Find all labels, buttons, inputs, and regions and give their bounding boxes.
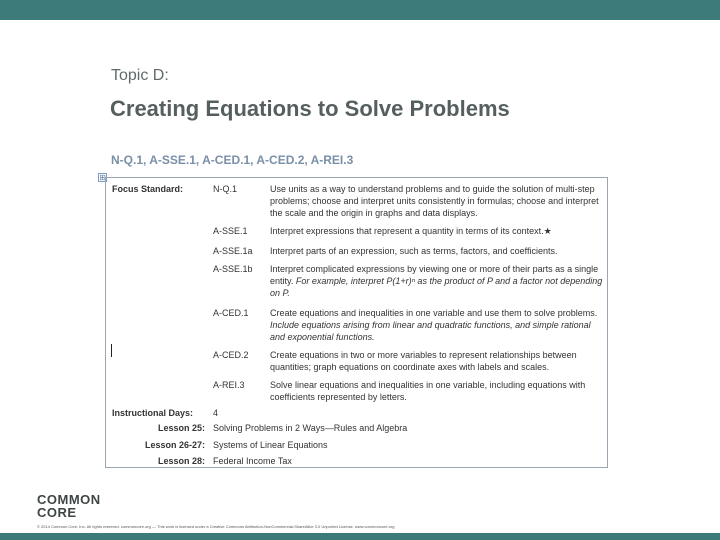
top-accent-bar xyxy=(0,0,720,20)
standard-description: Interpret expressions that represent a quantity in terms of its context.★ xyxy=(270,226,552,236)
page-title: Creating Equations to Solve Problems xyxy=(110,96,510,121)
logo-line-1: COMMON xyxy=(37,492,101,507)
lesson-label: Lesson 25: xyxy=(157,423,205,433)
standards-table xyxy=(105,177,608,468)
standards-list: N-Q.1, A-SSE.1, A-CED.1, A-CED.2, A-REI.3 xyxy=(111,153,354,167)
row-label: Focus Standard: xyxy=(112,184,184,194)
standard-code: A-SSE.1a xyxy=(213,246,253,256)
standard-code: A-SSE.1 xyxy=(213,226,248,236)
instructional-days-value: 4 xyxy=(213,408,219,418)
topic-label: Topic D: xyxy=(111,67,169,84)
description-example: Include equations arising from linear and quadratic functions, and simple rational and exponential functions. xyxy=(270,320,591,343)
lesson-label: Lesson 28: xyxy=(157,456,205,466)
lesson-title: Systems of Linear Equations xyxy=(213,440,328,450)
standard-code: A-CED.1 xyxy=(213,308,249,318)
description-example: For example, interpret P(1+r)ⁿ as the product of P and a factor not depending on P. xyxy=(270,276,603,299)
standard-description xyxy=(270,263,603,300)
standard-description xyxy=(270,307,603,344)
copyright-notice: © 2014 Common Core, Inc. All rights reserved. commoncore.org — This work is licensed under a Creative Commons Attribution-NonCommercial-ShareAlike 3.0 Unported License. www.commoncore.org xyxy=(37,524,395,529)
standard-code: A-CED.2 xyxy=(213,350,249,360)
standard-description: Interpret parts of an expression, such as terms, factors, and coefficients. xyxy=(270,246,558,256)
row-label: Instructional Days: xyxy=(112,408,194,418)
lesson-title: Federal Income Tax xyxy=(213,456,292,466)
lesson-label: Lesson 26-27: xyxy=(144,440,205,450)
standard-code: A-REI.3 xyxy=(213,380,245,390)
table-move-handle-icon[interactable]: ⊞ xyxy=(99,173,106,182)
standard-code: A-SSE.1b xyxy=(213,264,253,274)
common-core-logo xyxy=(37,493,101,519)
standard-description: Use units as a way to understand problems and to guide the solution of multi-step problems; choose and interpret units consistently in formulas; choose and interpret the scale and the origin in graphs and data displays. xyxy=(270,184,599,219)
bottom-accent-bar xyxy=(0,533,720,540)
standard-description: Create equations in two or more variables to represent relationships between quantities; graph equations on coordinate axes with labels and scales. xyxy=(270,350,577,373)
logo-line-2: CORE xyxy=(37,505,77,520)
description-text: Create equations and inequalities in one variable and use them to solve problems. xyxy=(270,308,598,318)
standard-code: N-Q.1 xyxy=(213,184,238,194)
description-text: Interpret complicated expressions by viewing one or more of their parts as a single entity. xyxy=(270,264,599,287)
standard-description: Solve linear equations and inequalities in one variable, including equations with coefficients represented by letters. xyxy=(270,380,586,403)
lesson-title: Solving Problems in 2 Ways—Rules and Algebra xyxy=(213,423,408,433)
